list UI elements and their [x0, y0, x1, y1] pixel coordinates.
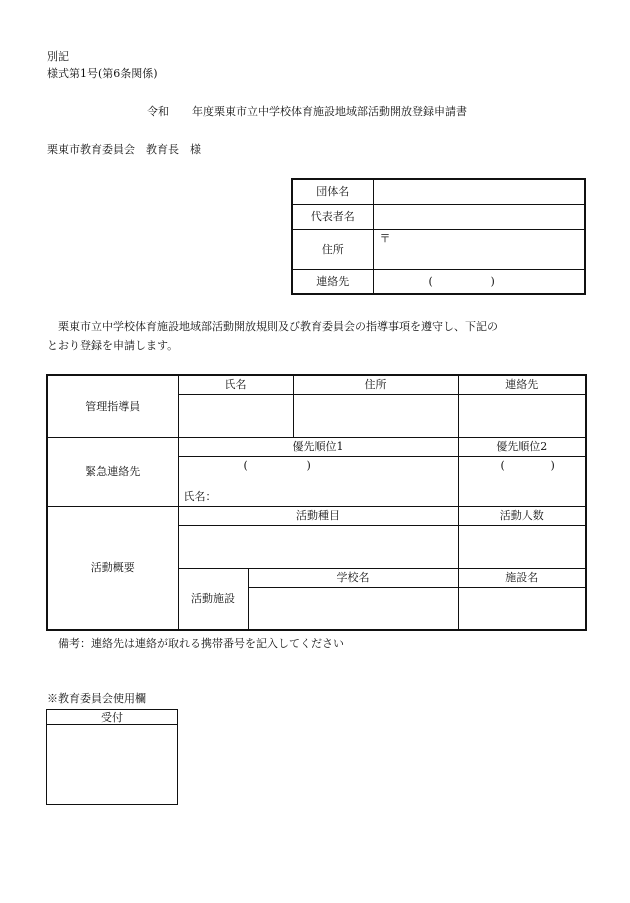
addressee: 栗東市教育委員会 教育長 様 — [47, 143, 201, 156]
priority2-paren-open: ( — [500, 458, 505, 472]
supervisor-contact-header: 連絡先 — [458, 375, 586, 394]
priority1-paren-open: ( — [243, 458, 248, 472]
facility-name-field[interactable] — [458, 587, 586, 630]
supervisor-label: 管理指導員 — [47, 375, 178, 437]
office-section-label: ※教育委員会使用欄 — [47, 692, 146, 705]
applicant-table — [291, 178, 586, 295]
supervisor-name-header: 氏名 — [178, 375, 293, 394]
address-label: 住所 — [292, 229, 373, 269]
reception-box — [46, 709, 178, 805]
era-label: 令和 — [147, 105, 169, 118]
appendix-label: 別記 — [47, 50, 69, 63]
contact-label: 連絡先 — [292, 269, 373, 294]
group-name-label: 団体名 — [292, 179, 373, 204]
note: 備考：連絡先は連絡が取れる携帯番号を記入してください — [58, 637, 344, 650]
group-name-field[interactable] — [373, 179, 585, 204]
statement-line2: とおり登録を申請します。 — [47, 339, 179, 352]
reception-label: 受付 — [47, 710, 178, 725]
postal-mark: 〒 — [379, 231, 391, 245]
representative-field[interactable] — [373, 204, 585, 229]
contact-paren-open: ( — [428, 274, 433, 288]
facility-label: 活動施設 — [178, 568, 248, 630]
supervisor-address-field[interactable] — [293, 394, 458, 437]
main-table — [46, 374, 587, 631]
address-field[interactable] — [373, 229, 585, 269]
contact-field[interactable] — [373, 269, 585, 294]
activity-type-field[interactable] — [178, 525, 458, 568]
activity-people-header: 活動人数 — [458, 506, 586, 525]
school-name-header: 学校名 — [248, 568, 458, 587]
supervisor-address-header: 住所 — [293, 375, 458, 394]
priority1-field[interactable] — [178, 456, 458, 506]
priority1-name-prefix: 氏名： — [183, 489, 217, 503]
priority2-paren-close: ) — [550, 458, 555, 472]
representative-label: 代表者名 — [292, 204, 373, 229]
form-number: 様式第1号(第6条関係) — [47, 67, 158, 80]
priority2-header: 優先順位2 — [458, 437, 586, 456]
form-title: 年度栗東市立中学校体育施設地域部活動開放登録申請書 — [192, 105, 467, 118]
activity-people-field[interactable] — [458, 525, 586, 568]
priority1-header: 優先順位1 — [178, 437, 458, 456]
priority2-field[interactable] — [458, 456, 586, 506]
reception-stamp-field[interactable] — [47, 725, 178, 805]
activity-type-header: 活動種目 — [178, 506, 458, 525]
emergency-label: 緊急連絡先 — [47, 437, 178, 506]
statement-line1: 栗東市立中学校体育施設地域部活動開放規則及び教育委員会の指導事項を遵守し、下記の — [58, 320, 498, 333]
supervisor-contact-field[interactable] — [458, 394, 586, 437]
contact-paren-close: ) — [490, 274, 495, 288]
activity-label: 活動概要 — [47, 506, 178, 630]
priority1-paren-close: ) — [306, 458, 311, 472]
supervisor-name-field[interactable] — [178, 394, 293, 437]
facility-name-header: 施設名 — [458, 568, 586, 587]
school-name-field[interactable] — [248, 587, 458, 630]
